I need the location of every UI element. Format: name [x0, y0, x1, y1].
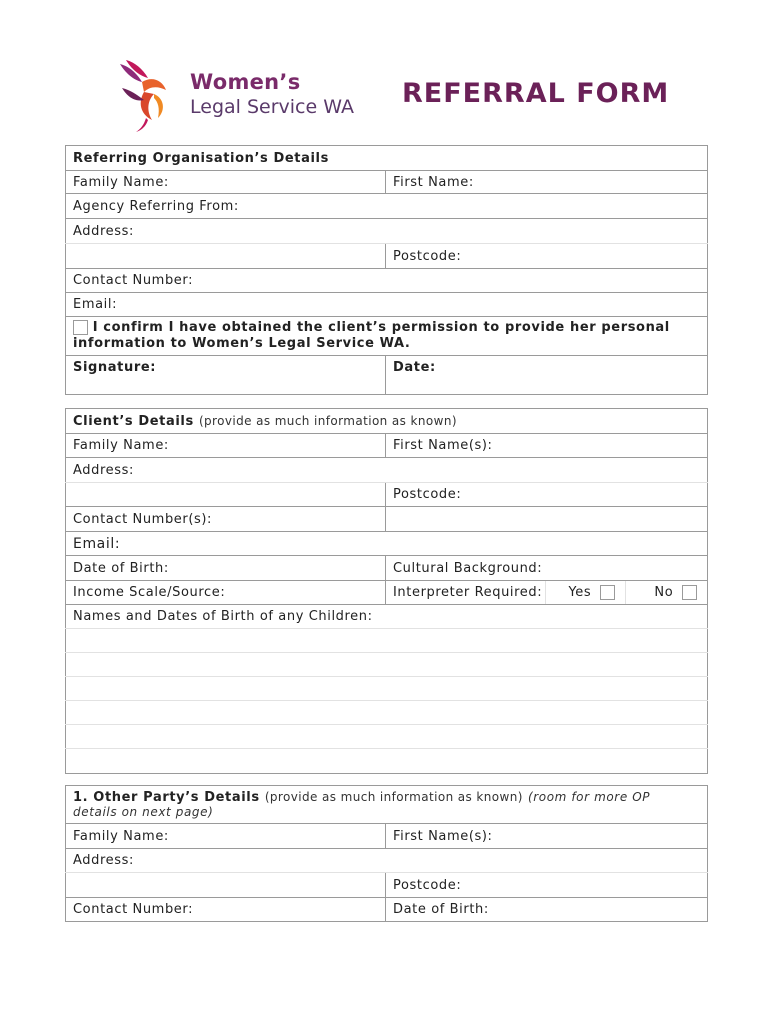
- consent-row: [66, 317, 708, 356]
- client-details-section: [65, 408, 708, 774]
- organisation-logo: [112, 58, 362, 134]
- agency-field[interactable]: Agency Referring From:: [66, 194, 708, 219]
- section-heading: Referring Organisation’s Details: [66, 146, 708, 171]
- consent-text-line1: I confirm I have obtained the client’s permission to provide her personal: [92, 320, 670, 335]
- client-cultural-field[interactable]: Cultural Background:: [386, 556, 708, 581]
- client-contact-extra[interactable]: [386, 507, 708, 532]
- logo-wordmark-line1: Women’s: [190, 70, 301, 94]
- children-line[interactable]: [66, 749, 708, 774]
- signature-field[interactable]: Signature:: [66, 356, 386, 395]
- interpreter-no: [626, 581, 708, 605]
- op-address-field[interactable]: Address:: [66, 849, 708, 873]
- client-email-field[interactable]: Email:: [66, 532, 708, 556]
- op-contact-field[interactable]: Contact Number:: [66, 898, 386, 922]
- client-heading-text: Client’s Details: [73, 413, 194, 429]
- consent-checkbox[interactable]: [73, 320, 88, 335]
- children-line[interactable]: [66, 677, 708, 701]
- page-title: REFERRAL FORM: [402, 78, 670, 109]
- other-party-heading-italic1: (room for more OP: [527, 789, 651, 804]
- other-party-heading-italic2: details on next page): [73, 804, 214, 819]
- op-dob-field[interactable]: Date of Birth:: [386, 898, 708, 922]
- referrer-contact-field[interactable]: Contact Number:: [66, 269, 708, 293]
- interpreter-yes-label: Yes: [568, 585, 592, 600]
- section-heading: [66, 409, 708, 434]
- referring-organisation-section: [65, 145, 708, 395]
- referrer-postcode-field[interactable]: Postcode:: [386, 244, 708, 269]
- section-heading: [66, 786, 708, 824]
- client-family-name-field[interactable]: Family Name:: [66, 434, 386, 458]
- client-address-field[interactable]: Address:: [66, 458, 708, 483]
- children-line[interactable]: [66, 725, 708, 749]
- phoenix-icon: [112, 58, 178, 134]
- client-dob-field[interactable]: Date of Birth:: [66, 556, 386, 581]
- client-income-field[interactable]: Income Scale/Source:: [66, 581, 386, 605]
- children-line[interactable]: [66, 701, 708, 725]
- client-heading-note: (provide as much information as known): [198, 413, 457, 428]
- client-contact-field[interactable]: Contact Number(s):: [66, 507, 386, 532]
- children-line[interactable]: [66, 629, 708, 653]
- interpreter-label: Interpreter Required:: [386, 581, 546, 605]
- client-first-names-field[interactable]: First Name(s):: [386, 434, 708, 458]
- children-field[interactable]: Names and Dates of Birth of any Children:: [66, 605, 708, 629]
- interpreter-yes: [546, 581, 626, 605]
- interpreter-no-checkbox[interactable]: [682, 585, 697, 600]
- referrer-address-line2[interactable]: [66, 244, 386, 269]
- date-field[interactable]: Date:: [386, 356, 708, 395]
- interpreter-yes-checkbox[interactable]: [600, 585, 615, 600]
- referrer-address-field[interactable]: Address:: [66, 219, 708, 244]
- client-address-line2[interactable]: [66, 483, 386, 507]
- other-party-heading-note: (provide as much information as known): [264, 789, 523, 804]
- logo-wordmark-line2: Legal Service WA: [190, 96, 354, 118]
- client-postcode-field[interactable]: Postcode:: [386, 483, 708, 507]
- children-line[interactable]: [66, 653, 708, 677]
- op-first-names-field[interactable]: First Name(s):: [386, 824, 708, 849]
- op-family-name-field[interactable]: Family Name:: [66, 824, 386, 849]
- other-party-section: [65, 785, 708, 922]
- op-postcode-field[interactable]: Postcode:: [386, 873, 708, 898]
- other-party-heading-text: 1. Other Party’s Details: [73, 789, 260, 805]
- referrer-family-name-field[interactable]: Family Name:: [66, 171, 386, 194]
- referrer-first-name-field[interactable]: First Name:: [386, 171, 708, 194]
- consent-text-line2: information to Women’s Legal Service WA.: [73, 336, 411, 351]
- interpreter-no-label: No: [654, 585, 674, 600]
- referrer-email-field[interactable]: Email:: [66, 293, 708, 317]
- op-address-line2[interactable]: [66, 873, 386, 898]
